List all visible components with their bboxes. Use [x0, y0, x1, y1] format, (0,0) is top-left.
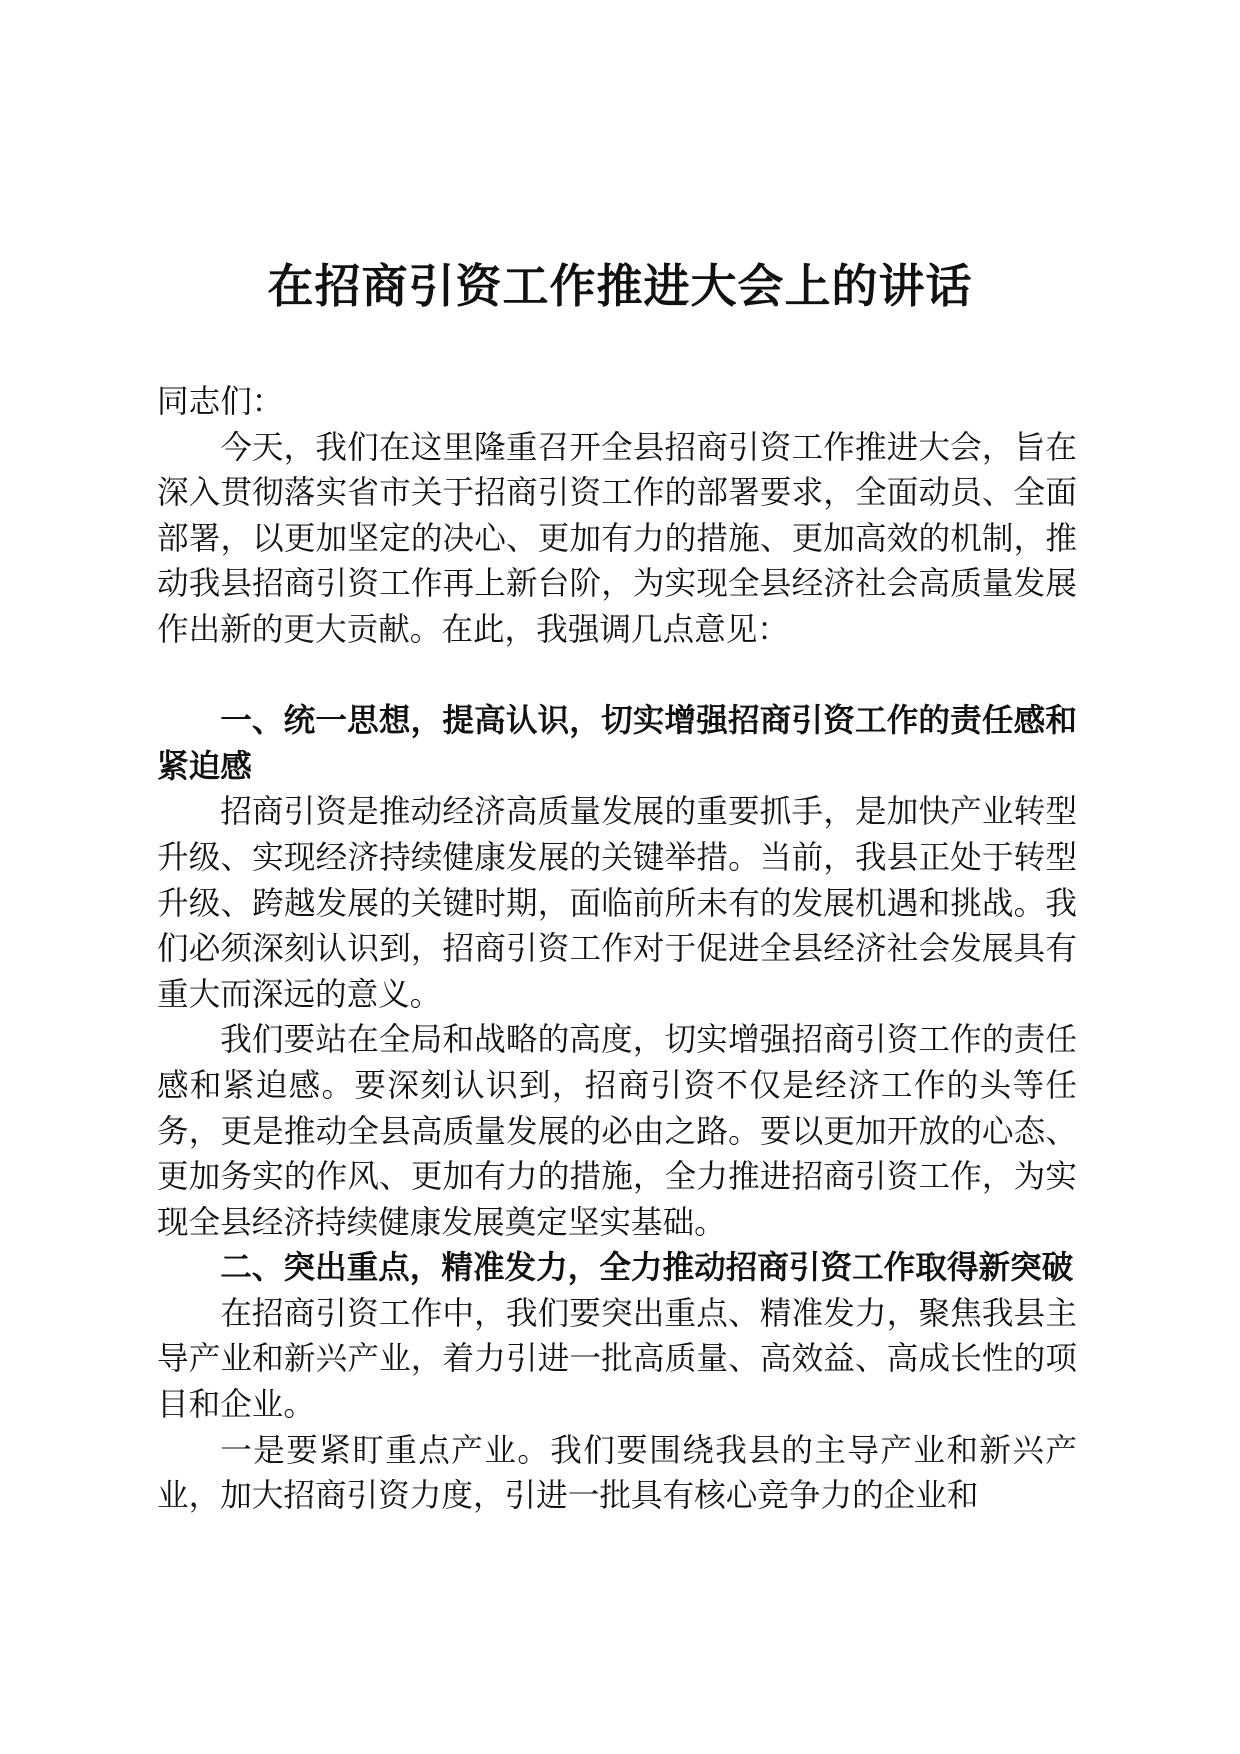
section-2-paragraph-2: 一是要紧盯重点产业。我们要围绕我县的主导产业和新兴产业，加大招商引资力度，引进一批具有核心竞争力的企业和 [157, 1432, 1077, 1515]
greeting: 同志们： [157, 384, 284, 420]
section-1-paragraph-1: 招商引资是推动经济高质量发展的重要抓手，是加快产业转型升级、实现经济持续健康发展的关键举措。当前，我县正处于转型升级、跨越发展的关键时期，面临前所未有的发展机遇和挑战。我们必须深刻认识到，招商引资工作对于促进全县经济社会发展具有重大而深远的意义。 [157, 794, 1077, 1013]
intro-paragraph: 今天，我们在这里隆重召开全县招商引资工作推进大会，旨在深入贯彻落实省市关于招商引资工作的部署要求，全面动员、全面部署，以更加坚定的决心、更加有力的措施、更加高效的机制，推动我县招商引资工作再上新台阶，为实现全县经济社会高质量发展作出新的更大贡献。在此，我强调几点意见： [157, 429, 1077, 648]
document-body [157, 380, 1077, 1520]
section-1-paragraph-2: 我们要站在全局和战略的高度，切实增强招商引资工作的责任感和紧迫感。要深刻认识到，招商引资不仅是经济工作的头等任务，更是推动全县高质量发展的必由之路。要以更加开放的心态、更加务实的作风、更加有力的措施，全力推进招商引资工作，为实现全县经济持续健康发展奠定坚实基础。 [157, 1022, 1077, 1241]
section-2-paragraph-1: 在招商引资工作中，我们要突出重点、精准发力，聚焦我县主导产业和新兴产业，着力引进一批高质量、高效益、高成长性的项目和企业。 [157, 1295, 1077, 1424]
document-title: 在招商引资工作推进大会上的讲话 [267, 259, 973, 313]
paragraph-spacer [157, 654, 1077, 700]
section-2-heading: 二、突出重点，精准发力，全力推动招商引资工作取得新突破 [220, 1250, 1074, 1287]
section-1-heading: 一、统一思想，提高认识，切实增强招商引资工作的责任感和紧迫感 [157, 703, 1077, 785]
